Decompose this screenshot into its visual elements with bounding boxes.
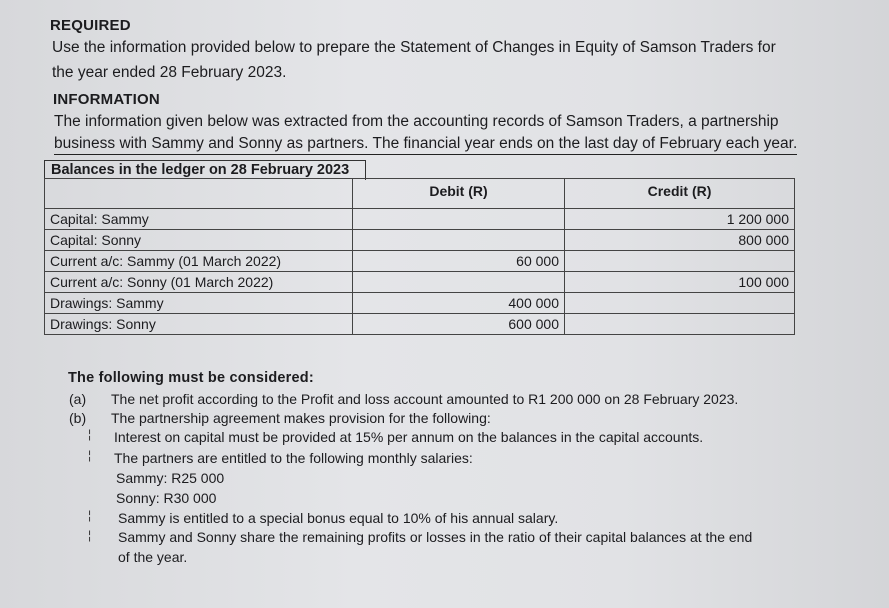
- bullet-mark: ¦: [88, 528, 92, 542]
- item-b-line-1: Interest on capital must be provided at 15% per annum on the balances in the capital accounts.: [114, 429, 704, 445]
- item-b-line-6: Sammy and Sonny share the remaining profits or losses in the ratio of their capital balances at the end: [118, 529, 753, 545]
- item-b-text: The partnership agreement makes provision for the following:: [111, 410, 491, 426]
- ledger-table: [44, 178, 795, 335]
- ledger-table-title: Balances in the ledger on 28 February 2023: [44, 160, 366, 180]
- table-row: [45, 209, 795, 230]
- table-row: [45, 293, 795, 314]
- row-credit: 1 200 000: [565, 209, 795, 230]
- header-description: [45, 179, 353, 209]
- row-description: Capital: Sonny: [45, 230, 353, 251]
- bullet-mark: ¦: [88, 427, 92, 441]
- item-a-label: (a): [69, 391, 87, 407]
- table-row: [45, 272, 795, 293]
- bullet-mark: ¦: [88, 448, 92, 462]
- row-credit: [565, 314, 795, 335]
- header-credit: Credit (R): [565, 179, 795, 209]
- row-description: Capital: Sammy: [45, 209, 353, 230]
- table-row: [45, 251, 795, 272]
- row-debit: 600 000: [353, 314, 565, 335]
- row-credit: 100 000: [565, 272, 795, 293]
- item-b-line-5: Sammy is entitled to a special bonus equal to 10% of his annual salary.: [118, 510, 559, 526]
- row-debit: [353, 230, 565, 251]
- required-line-2: the year ended 28 February 2023.: [52, 64, 287, 81]
- information-line-2: business with Sammy and Sonny as partners. The financial year ends on the last day of February each year.: [54, 135, 797, 155]
- row-credit: 800 000: [565, 230, 795, 251]
- item-b-line-4: Sonny: R30 000: [116, 490, 217, 506]
- header-debit: Debit (R): [353, 179, 565, 209]
- row-credit: [565, 293, 795, 314]
- considered-heading: The following must be considered:: [68, 370, 314, 386]
- row-description: Drawings: Sammy: [45, 293, 353, 314]
- row-description: Current a/c: Sonny (01 March 2022): [45, 272, 353, 293]
- row-debit: [353, 209, 565, 230]
- row-debit: [353, 272, 565, 293]
- required-line-1: Use the information provided below to prepare the Statement of Changes in Equity of Samson Traders for: [52, 39, 776, 56]
- row-description: Drawings: Sonny: [45, 314, 353, 335]
- information-heading: INFORMATION: [53, 91, 160, 108]
- ledger-header-row: [45, 179, 795, 209]
- table-row: [45, 314, 795, 335]
- row-debit: 400 000: [353, 293, 565, 314]
- bullet-mark: ¦: [88, 508, 92, 522]
- table-row: [45, 230, 795, 251]
- information-line-1: The information given below was extracted from the accounting records of Samson Traders, a partnership: [54, 113, 779, 130]
- required-heading: REQUIRED: [50, 17, 131, 34]
- item-b-label: (b): [69, 410, 87, 426]
- row-credit: [565, 251, 795, 272]
- item-a-text: The net profit according to the Profit and loss account amounted to R1 200 000 on 28 February 2023.: [111, 391, 739, 407]
- item-b-line-7: of the year.: [118, 549, 188, 565]
- item-b-line-2: The partners are entitled to the following monthly salaries:: [114, 450, 473, 466]
- item-b-line-3: Sammy: R25 000: [116, 470, 225, 486]
- row-description: Current a/c: Sammy (01 March 2022): [45, 251, 353, 272]
- row-debit: 60 000: [353, 251, 565, 272]
